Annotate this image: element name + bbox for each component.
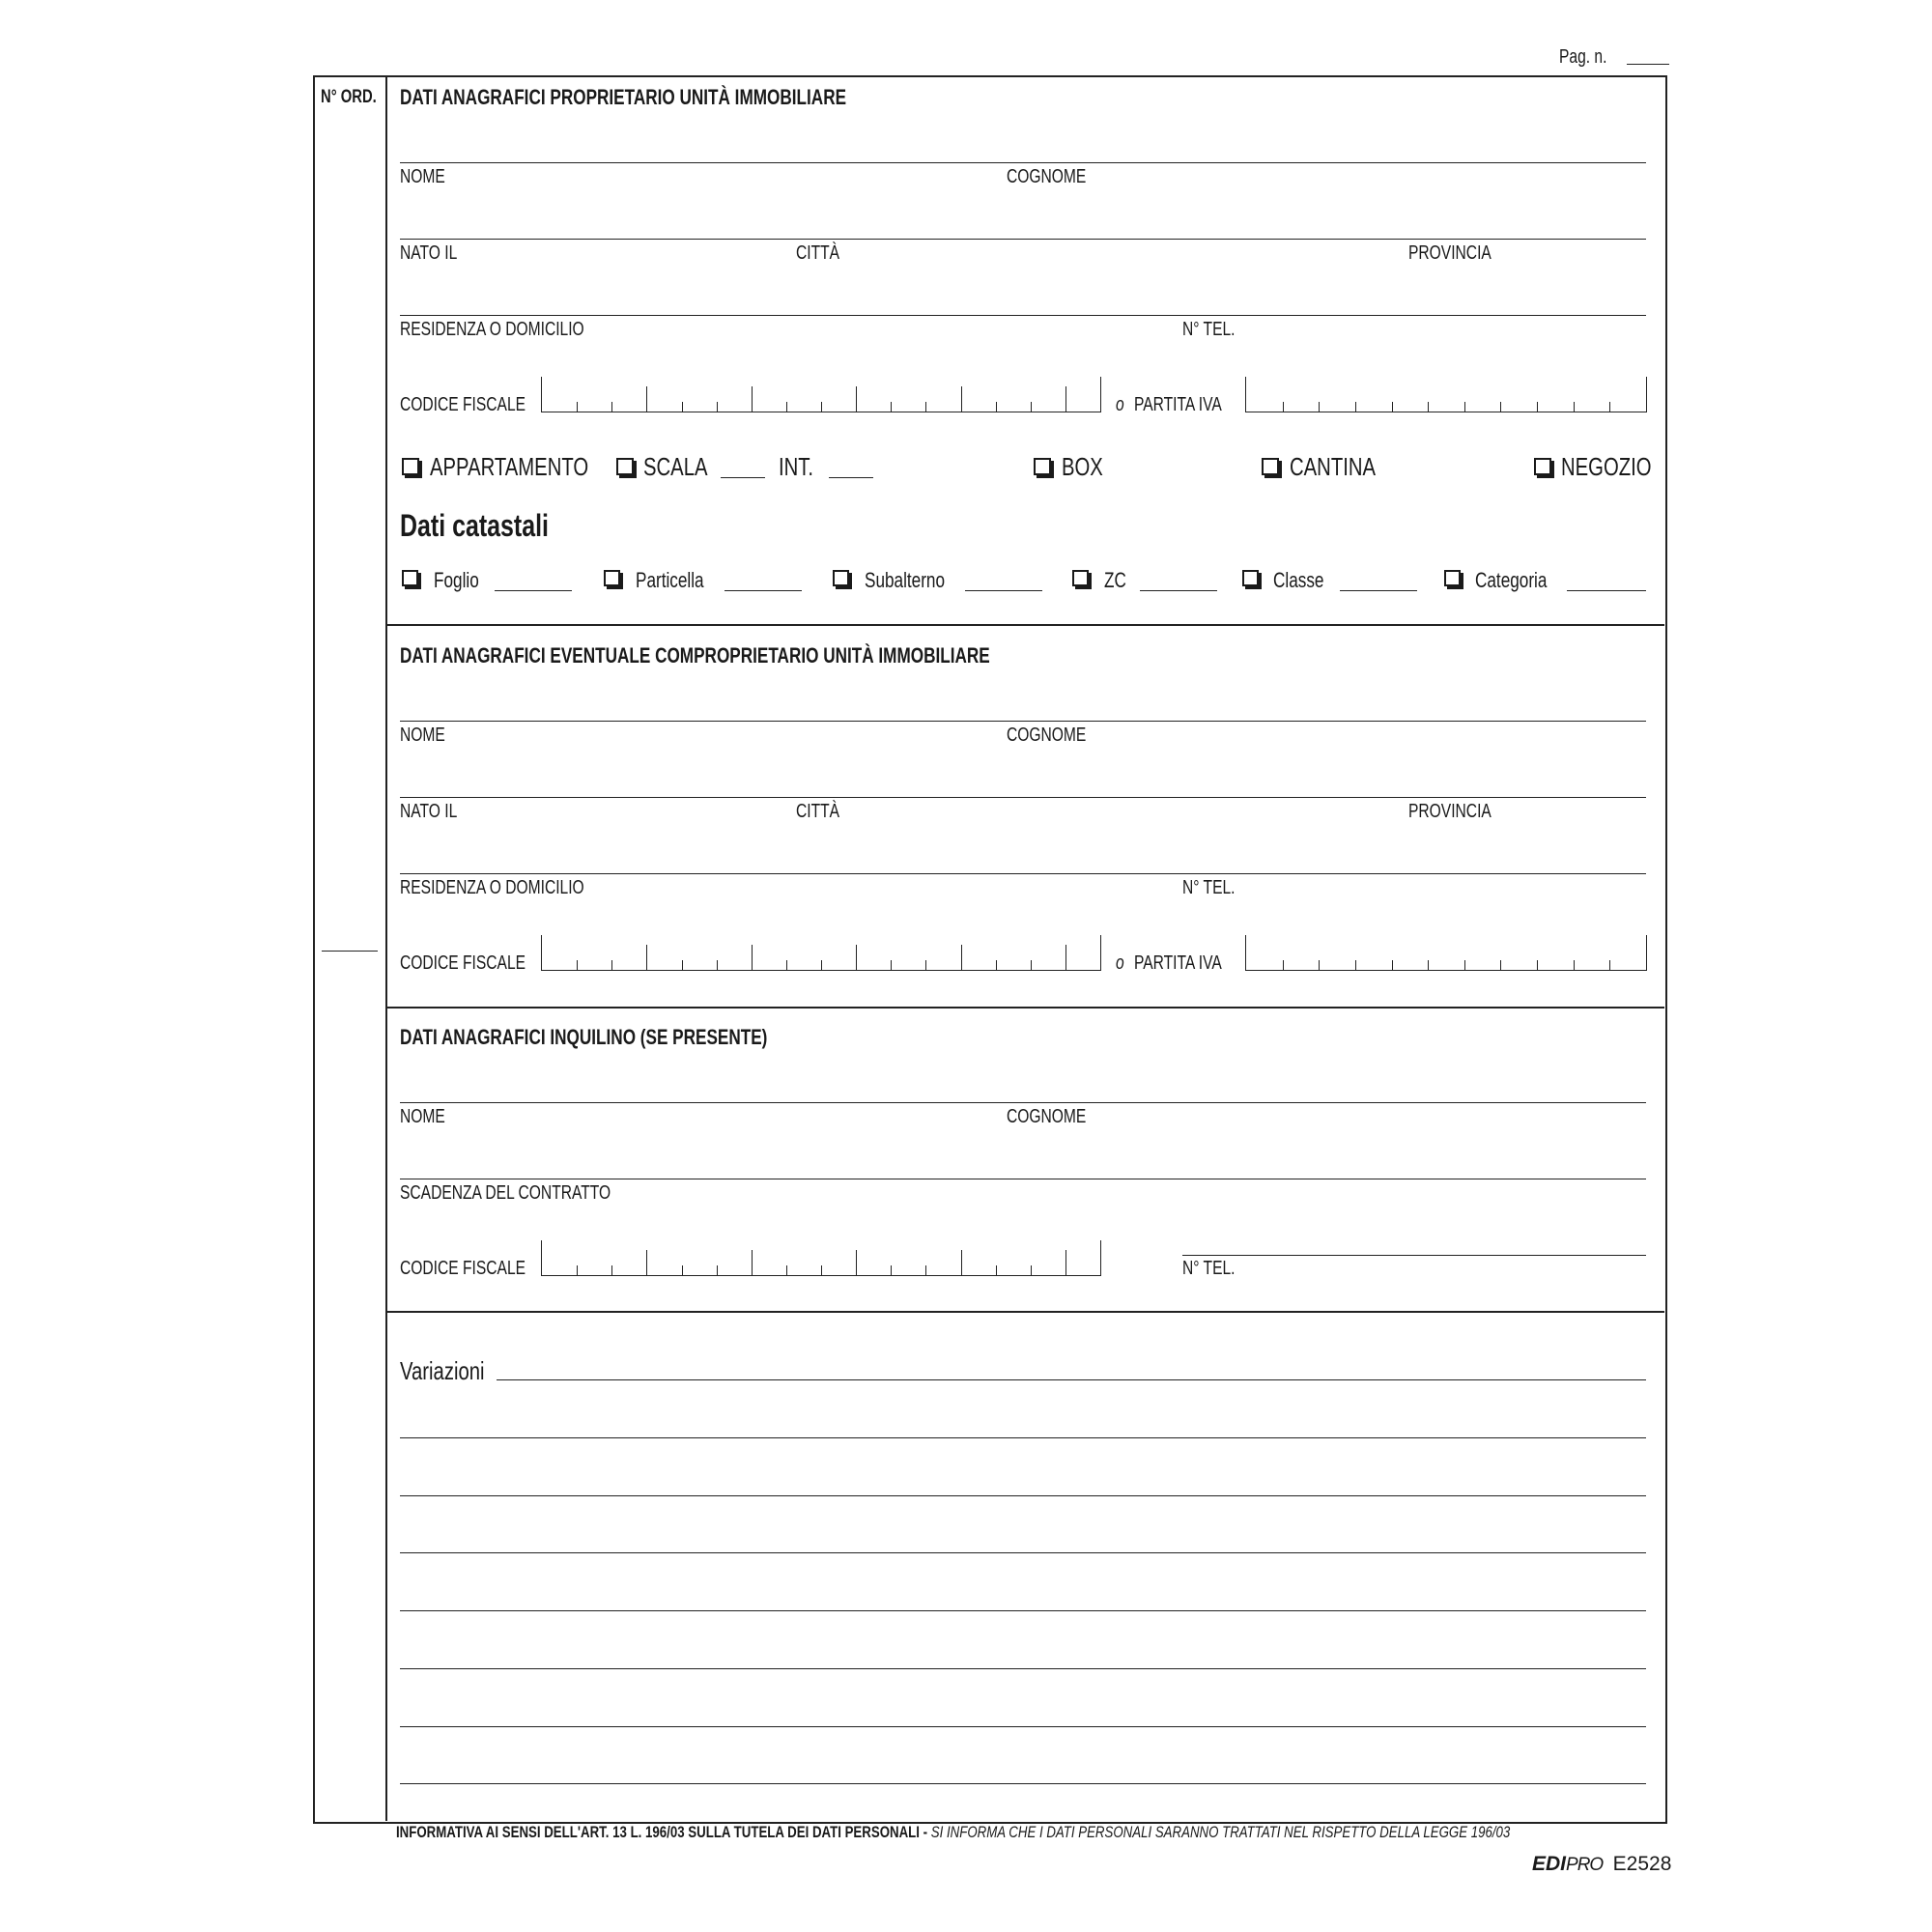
categoria-label: Categoria	[1475, 568, 1548, 592]
s3-codice-fiscale-boxes[interactable]	[541, 1240, 1101, 1276]
char-box-divider	[996, 402, 997, 412]
scala-blank[interactable]	[721, 477, 765, 478]
char-box-divider	[1392, 960, 1393, 970]
char-box-divider	[1574, 402, 1575, 412]
s1-residenza-line[interactable]	[400, 315, 1646, 316]
scala-checkbox[interactable]	[616, 458, 634, 475]
variazioni-line-8[interactable]	[400, 1783, 1646, 1784]
particella-blank[interactable]	[724, 590, 802, 591]
privacy-notice-bold: INFORMATIVA AI SENSI DELL'ART. 13 L. 196/03 SULLA TUTELA DEI DATI PERSONALI -	[396, 1823, 928, 1841]
int-blank[interactable]	[829, 477, 873, 478]
ord-column-mark	[322, 951, 378, 952]
s2-residenza-label: RESIDENZA O DOMICILIO	[400, 877, 584, 898]
char-box-divider	[682, 1265, 683, 1275]
classe-blank[interactable]	[1340, 590, 1417, 591]
char-box-divider	[1319, 402, 1320, 412]
char-box-divider	[1283, 960, 1284, 970]
subalterno-checkbox[interactable]	[833, 570, 849, 586]
char-box-divider	[646, 945, 647, 970]
s1-partita-iva-label: PARTITA IVA	[1134, 394, 1222, 415]
variazioni-line-1[interactable]	[497, 1379, 1646, 1380]
s2-tel-label: N° TEL.	[1182, 877, 1236, 898]
s3-scadenza-label: SCADENZA DEL CONTRATTO	[400, 1182, 611, 1204]
privacy-notice-italic: SI INFORMA CHE I DATI PERSONALI SARANNO TRATTATI NEL RISPETTO DELLA LEGGE 196/03	[930, 1823, 1511, 1841]
variazioni-line-4[interactable]	[400, 1552, 1646, 1553]
char-box-divider	[682, 402, 683, 412]
brand-edi: EDI	[1532, 1853, 1567, 1875]
s1-codice-fiscale-boxes[interactable]	[541, 377, 1101, 412]
char-box-divider	[961, 1250, 962, 1275]
page-number-field[interactable]	[1559, 46, 1620, 73]
char-box-divider	[646, 386, 647, 412]
zc-blank[interactable]	[1140, 590, 1217, 591]
s3-codice-fiscale-label: CODICE FISCALE	[400, 1258, 526, 1279]
char-box-divider	[891, 402, 892, 412]
char-box-divider	[786, 402, 787, 412]
char-box-divider	[786, 960, 787, 970]
char-box-divider	[1428, 402, 1429, 412]
subalterno-label: Subalterno	[865, 568, 946, 592]
s3-nome-label: NOME	[400, 1106, 445, 1127]
s1-cognome-label: COGNOME	[1007, 166, 1087, 187]
char-box-divider	[1537, 960, 1538, 970]
s2-nascita-line[interactable]	[400, 797, 1646, 798]
char-box-divider	[1031, 1265, 1032, 1275]
s1-nome-label: NOME	[400, 166, 445, 187]
char-box-divider	[577, 1265, 578, 1275]
char-box-divider	[577, 402, 578, 412]
section1-title: DATI ANAGRAFICI PROPRIETARIO UNITÀ IMMOBILIARE	[400, 85, 847, 109]
char-box-divider	[752, 1250, 753, 1275]
char-box-divider	[1500, 402, 1501, 412]
char-box-divider	[717, 960, 718, 970]
char-box-divider	[821, 402, 822, 412]
s2-partita-iva-label: PARTITA IVA	[1134, 952, 1222, 974]
char-box-divider	[1065, 386, 1066, 412]
s2-codice-fiscale-boxes[interactable]	[541, 935, 1101, 971]
char-box-divider	[1464, 402, 1465, 412]
categoria-checkbox[interactable]	[1444, 570, 1461, 586]
char-box-divider	[717, 402, 718, 412]
char-box-divider	[1500, 960, 1501, 970]
privacy-notice	[396, 1823, 1825, 1842]
char-box-divider	[1537, 402, 1538, 412]
char-box-divider	[891, 1265, 892, 1275]
char-box-divider	[1031, 402, 1032, 412]
ord-column-divider	[385, 76, 387, 1821]
box-label: BOX	[1062, 452, 1103, 481]
char-box-divider	[856, 386, 857, 412]
char-box-divider	[611, 1265, 612, 1275]
variazioni-line-3[interactable]	[400, 1495, 1646, 1496]
s1-nome-line[interactable]	[400, 162, 1646, 163]
int-label: INT.	[779, 452, 814, 481]
char-box-divider	[786, 1265, 787, 1275]
char-box-divider	[752, 945, 753, 970]
cantina-checkbox[interactable]	[1262, 458, 1279, 475]
variazioni-line-7[interactable]	[400, 1726, 1646, 1727]
char-box-divider	[1065, 1250, 1066, 1275]
form-code: E2528	[1612, 1853, 1672, 1875]
categoria-blank[interactable]	[1567, 590, 1646, 591]
cantina-label: CANTINA	[1290, 452, 1377, 481]
char-box-divider	[925, 402, 926, 412]
char-box-divider	[717, 1265, 718, 1275]
s1-nato-label: NATO IL	[400, 242, 458, 264]
s2-or-label: o	[1116, 952, 1124, 974]
foglio-checkbox[interactable]	[402, 570, 418, 586]
negozio-checkbox[interactable]	[1534, 458, 1551, 475]
s1-partita-iva-boxes[interactable]	[1245, 377, 1647, 412]
char-box-divider	[1428, 960, 1429, 970]
section3-title: DATI ANAGRAFICI INQUILINO (SE PRESENTE)	[400, 1025, 768, 1049]
char-box-divider	[961, 945, 962, 970]
catasto-title: Dati catastali	[400, 508, 549, 543]
section-divider-3	[386, 1311, 1664, 1313]
s3-nome-line[interactable]	[400, 1102, 1646, 1103]
char-box-divider	[1355, 402, 1356, 412]
section-divider-2	[386, 1007, 1664, 1009]
s2-cognome-label: COGNOME	[1007, 724, 1087, 746]
s3-tel-line[interactable]	[1182, 1255, 1646, 1256]
subalterno-blank[interactable]	[965, 590, 1042, 591]
s2-residenza-line[interactable]	[400, 873, 1646, 874]
char-box-divider	[1392, 402, 1393, 412]
s2-nato-label: NATO IL	[400, 801, 458, 822]
char-box-divider	[1283, 402, 1284, 412]
s3-cognome-label: COGNOME	[1007, 1106, 1087, 1127]
s1-provincia-label: PROVINCIA	[1408, 242, 1492, 264]
section-divider-1	[386, 624, 1664, 626]
s1-codice-fiscale-label: CODICE FISCALE	[400, 394, 526, 415]
s2-nome-label: NOME	[400, 724, 445, 746]
zc-checkbox[interactable]	[1072, 570, 1089, 586]
classe-checkbox[interactable]	[1242, 570, 1259, 586]
char-box-divider	[752, 386, 753, 412]
s2-nome-line[interactable]	[400, 721, 1646, 722]
s1-citta-label: CITTÀ	[796, 242, 840, 264]
char-box-divider	[1574, 960, 1575, 970]
ord-column-label: N° ORD.	[321, 87, 377, 107]
foglio-label: Foglio	[434, 568, 479, 592]
s2-codice-fiscale-label: CODICE FISCALE	[400, 952, 526, 974]
foglio-blank[interactable]	[495, 590, 572, 591]
brand-logo	[1532, 1853, 1671, 1876]
char-box-divider	[891, 960, 892, 970]
particella-label: Particella	[636, 568, 704, 592]
brand-pro: PRO	[1566, 1855, 1604, 1875]
box-checkbox[interactable]	[1034, 458, 1051, 475]
appartamento-checkbox[interactable]	[402, 458, 419, 475]
appartamento-label: APPARTAMENTO	[430, 452, 589, 481]
page-number-label: Pag. n.	[1559, 46, 1607, 68]
char-box-divider	[1031, 960, 1032, 970]
char-box-divider	[646, 1250, 647, 1275]
char-box-divider	[611, 402, 612, 412]
char-box-divider	[1355, 960, 1356, 970]
scala-label: SCALA	[643, 452, 708, 481]
negozio-label: NEGOZIO	[1561, 452, 1652, 481]
s1-nascita-line[interactable]	[400, 239, 1646, 240]
variazioni-line-6[interactable]	[400, 1668, 1646, 1669]
page-number-blank[interactable]	[1627, 64, 1669, 65]
s1-or-label: o	[1116, 394, 1124, 415]
char-box-divider	[821, 1265, 822, 1275]
char-box-divider	[961, 386, 962, 412]
variazioni-line-5[interactable]	[400, 1610, 1646, 1611]
char-box-divider	[925, 960, 926, 970]
char-box-divider	[577, 960, 578, 970]
particella-checkbox[interactable]	[604, 570, 620, 586]
classe-label: Classe	[1273, 568, 1324, 592]
char-box-divider	[996, 1265, 997, 1275]
char-box-divider	[1464, 960, 1465, 970]
char-box-divider	[682, 960, 683, 970]
zc-label: ZC	[1104, 568, 1126, 592]
s2-provincia-label: PROVINCIA	[1408, 801, 1492, 822]
variazioni-label: Variazioni	[400, 1356, 485, 1385]
char-box-divider	[1319, 960, 1320, 970]
section2-title: DATI ANAGRAFICI EVENTUALE COMPROPRIETARIO UNITÀ IMMOBILIARE	[400, 643, 990, 668]
char-box-divider	[856, 1250, 857, 1275]
char-box-divider	[996, 960, 997, 970]
s2-citta-label: CITTÀ	[796, 801, 840, 822]
char-box-divider	[821, 960, 822, 970]
char-box-divider	[1065, 945, 1066, 970]
s1-tel-label: N° TEL.	[1182, 319, 1236, 340]
char-box-divider	[856, 945, 857, 970]
s2-partita-iva-boxes[interactable]	[1245, 935, 1647, 971]
variazioni-line-2[interactable]	[400, 1437, 1646, 1438]
char-box-divider	[611, 960, 612, 970]
char-box-divider	[925, 1265, 926, 1275]
s3-tel-label: N° TEL.	[1182, 1258, 1236, 1279]
char-box-divider	[1609, 960, 1610, 970]
char-box-divider	[1609, 402, 1610, 412]
s1-residenza-label: RESIDENZA O DOMICILIO	[400, 319, 584, 340]
